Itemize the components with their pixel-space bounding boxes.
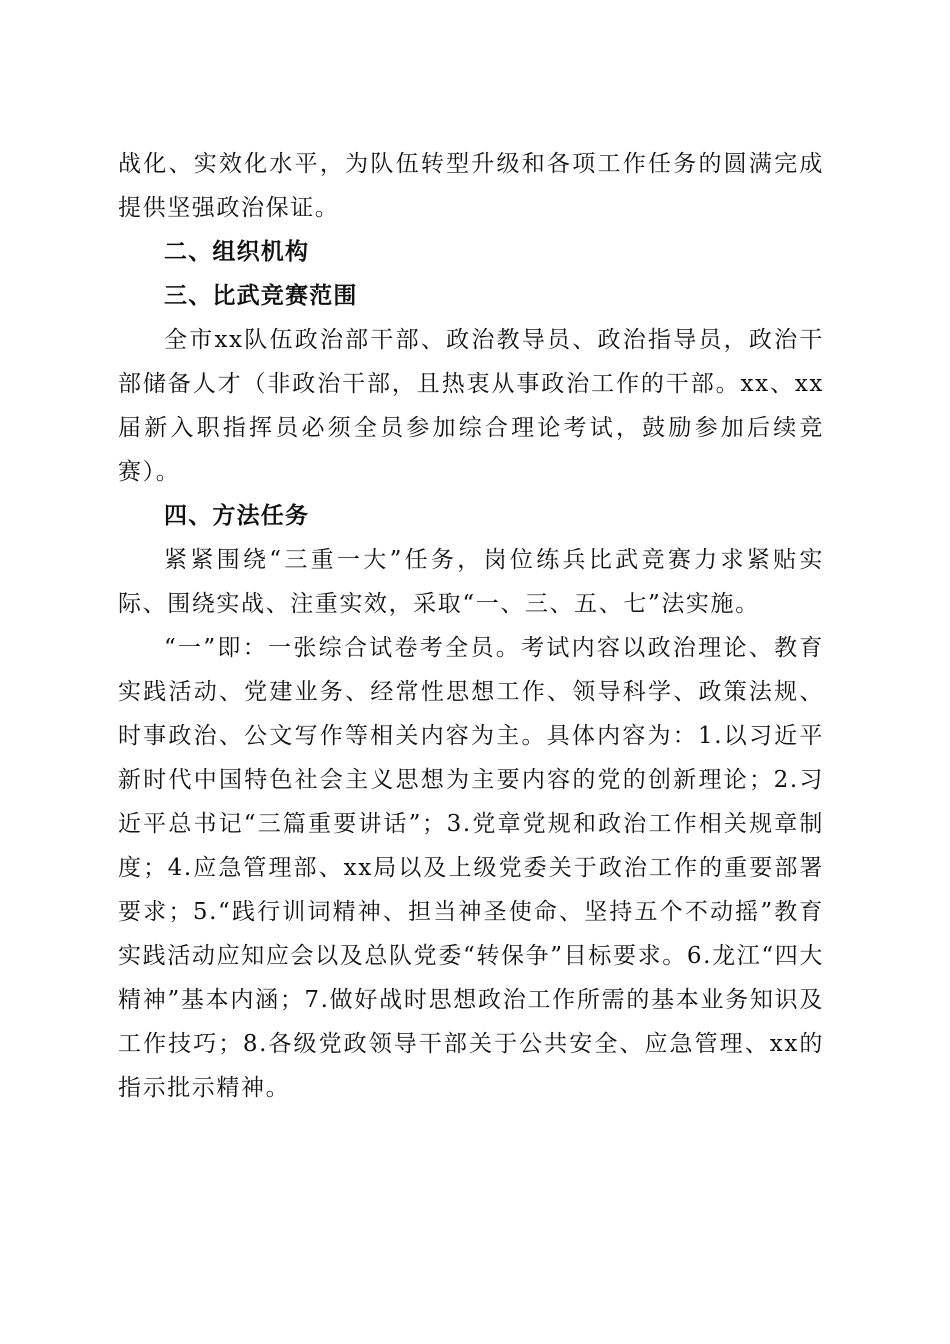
body-paragraph-continuation: 战化、实效化水平，为队伍转型升级和各项工作任务的圆满完成提供坚强政治保证。: [118, 151, 824, 221]
body-paragraph-exam-content: “一”即：一张综合试卷考全员。考试内容以政治理论、教育实践活动、党建业务、经常性思想工作、领导科学、政策法规、时事政治、公文写作等相关内容为主。具体内容为：1.以习近平新时代中国特色社会主义思想为主要内容的党的创新理论；2.习近平总书记“三篇重要讲话”；3.党章党规和政治工作相关规章制度；4.应急管理部、xx局以及上级党委关于政治工作的重要部署要求；5.“践行训词精神、担当神圣使命、坚持五个不动摇”教育实践活动应知应会以及总队党委“转保争”目标要求。6.龙江“四大精神”基本内涵；7.做好战时思想政治工作所需的基本业务知识及工作技巧；8.各级党政领导干部关于公共安全、应急管理、xx的指示批示精神。: [118, 635, 824, 1101]
section-heading-scope: 三、比武竞赛范围: [164, 283, 358, 309]
body-paragraph-scope: 全市xx队伍政治部干部、政治教导员、政治指导员，政治干部储备人才（非政治干部，且热衷从事政治工作的干部。xx、xx届新入职指挥员必须全员参加综合理论考试，鼓励参加后续竞赛）。: [118, 327, 824, 485]
section-heading-methods: 四、方法任务: [164, 503, 310, 529]
body-paragraph-methods: 紧紧围绕“三重一大”任务，岗位练兵比武竞赛力求紧贴实际、围绕实战、注重实效，采取“一、三、五、七”法实施。: [118, 547, 824, 617]
section-heading-organization: 二、组织机构: [164, 239, 310, 265]
document-body: [118, 142, 824, 1110]
